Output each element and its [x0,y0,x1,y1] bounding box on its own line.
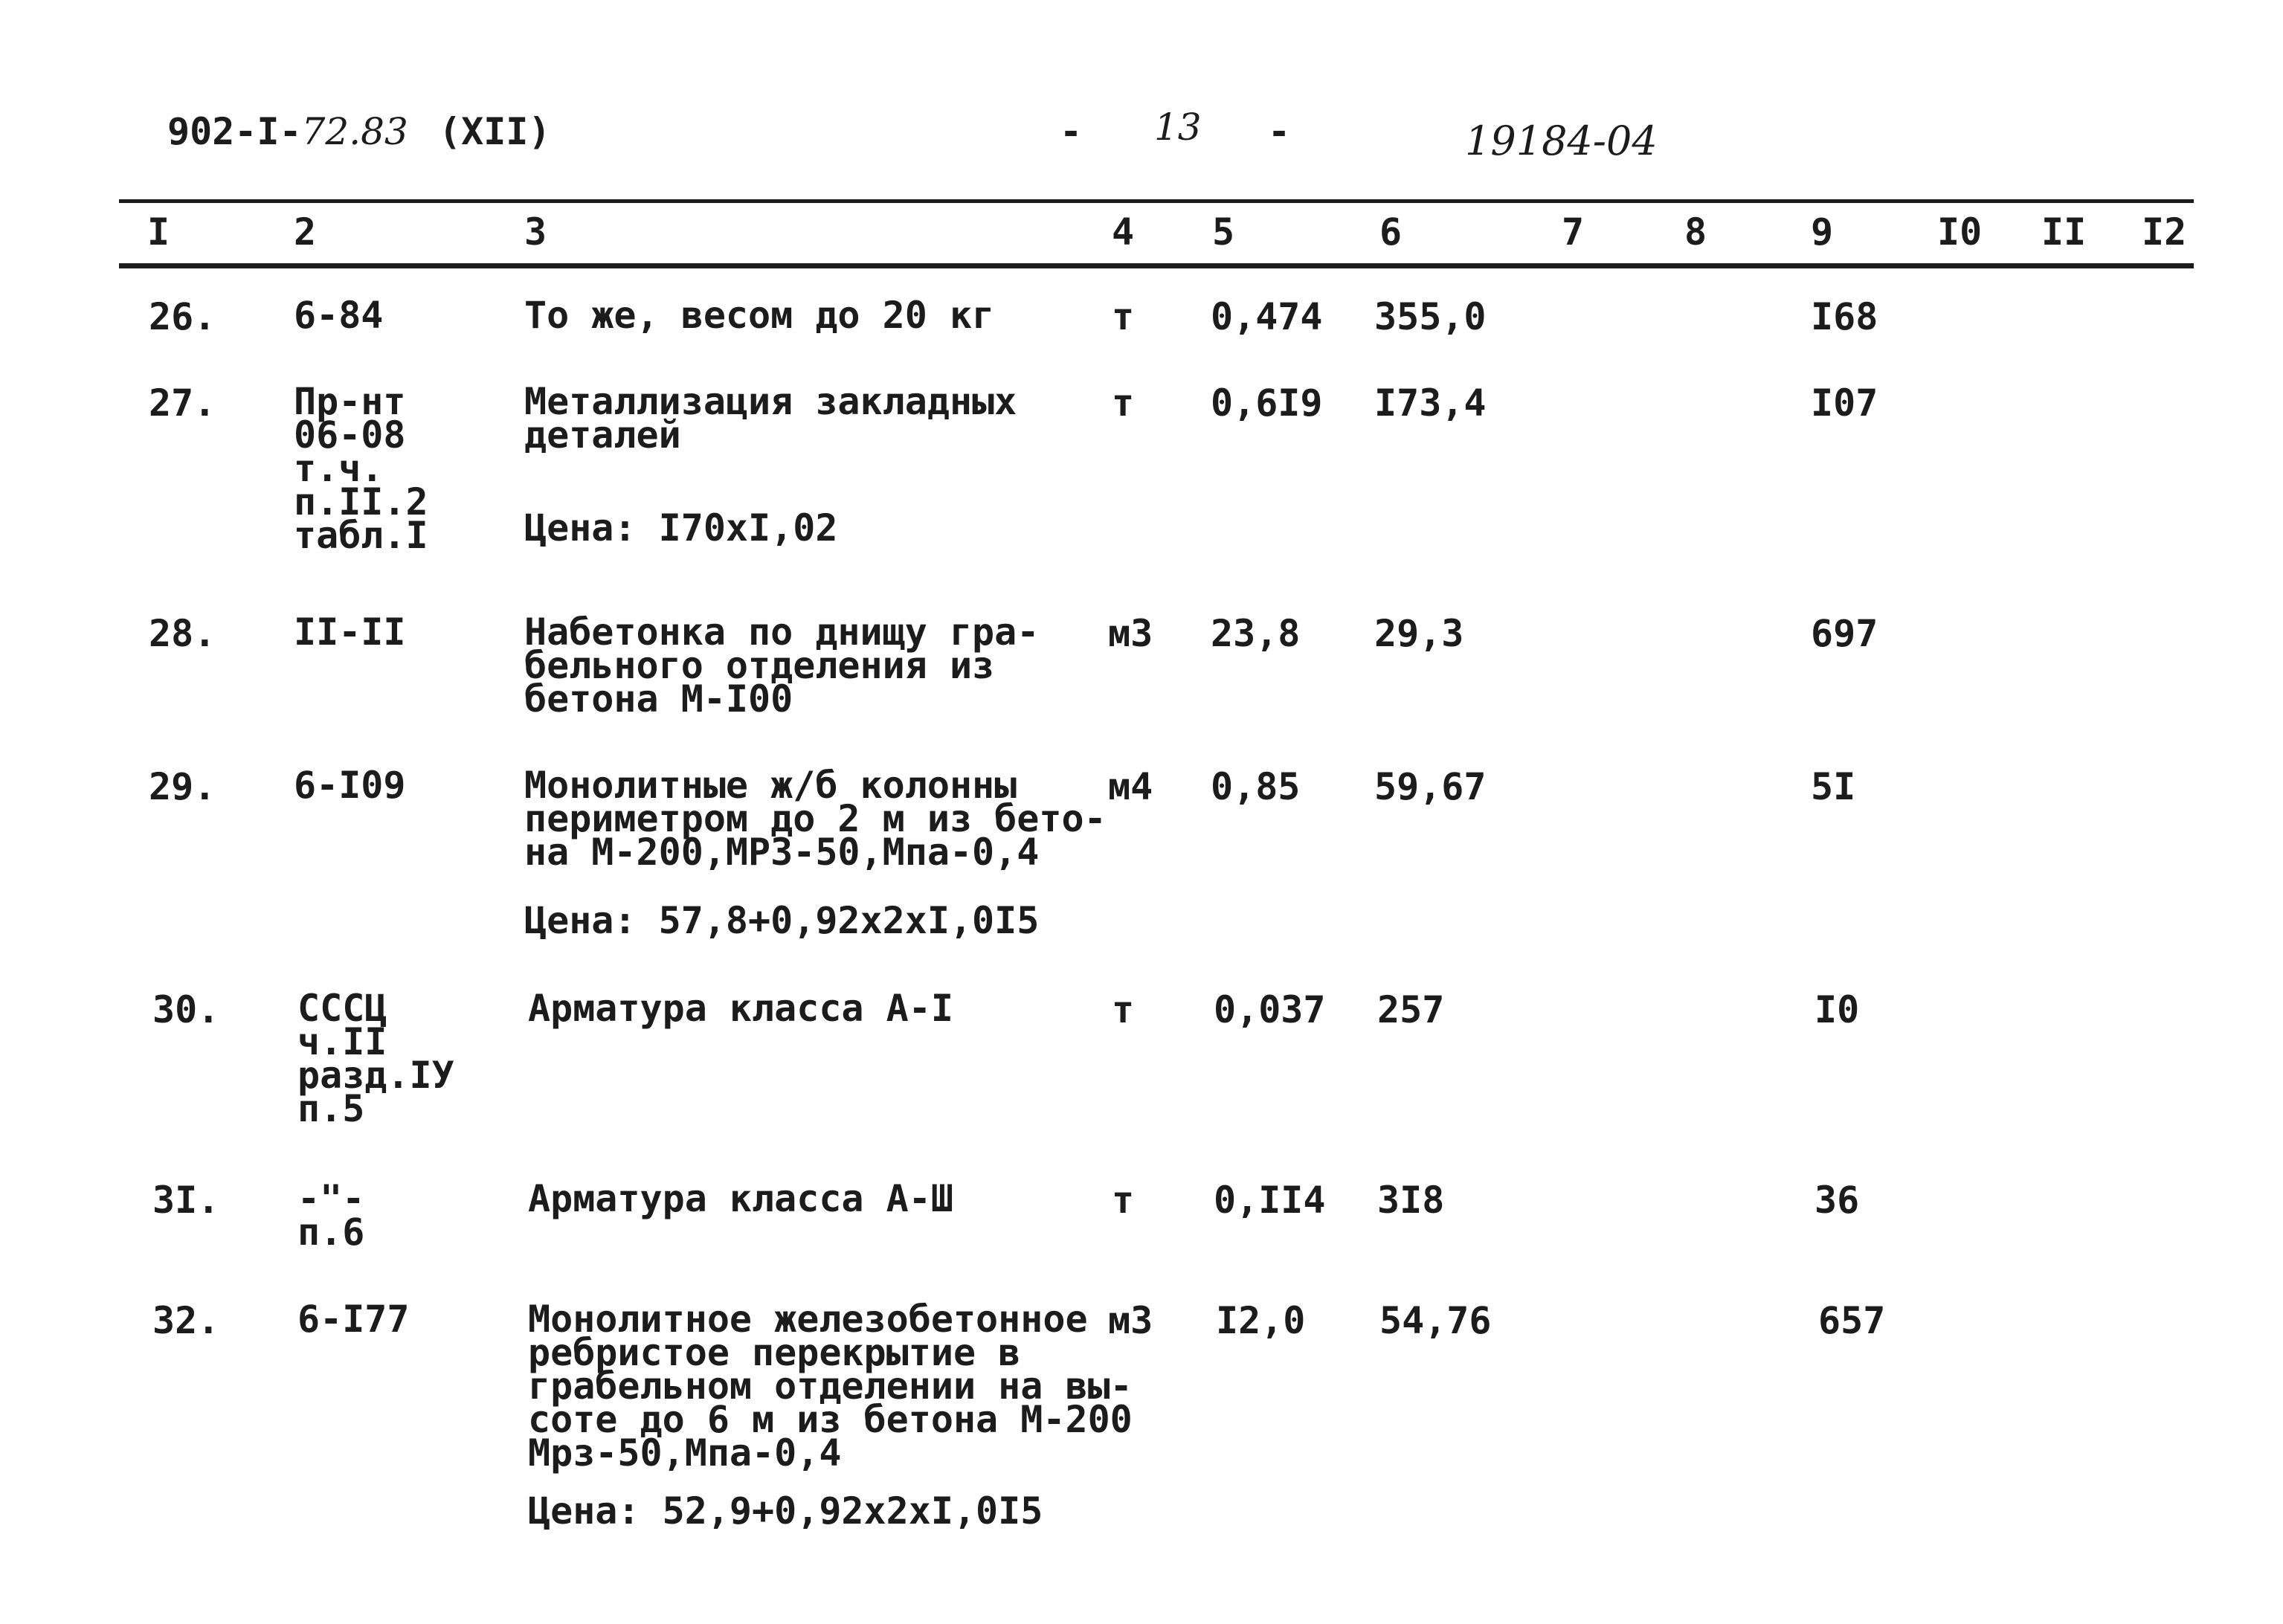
page-dash-right: - [1268,110,1291,153]
unit-price: 257 [1377,988,1445,1031]
table-header-rule [119,263,2194,268]
work-description: Металлизация закладных деталей [524,380,1017,457]
row-number: 26. [149,295,216,338]
row-number: 29. [149,765,216,808]
column-header: 4 [1112,210,1135,254]
column-header: I2 [2142,210,2187,254]
doc-section: (XII) [439,110,551,153]
unit: м3 [1108,612,1153,655]
unit-price: 3I8 [1377,1179,1445,1222]
doc-code-handwritten: 72.83 [301,110,408,153]
row-number: 30. [152,988,220,1031]
row-number: 27. [149,381,216,425]
total-cost: I0 [1815,988,1860,1031]
quantity: I2,0 [1216,1299,1306,1342]
quantity: 0,II4 [1214,1179,1326,1222]
column-header: 8 [1684,210,1707,254]
row-number: 3I. [152,1179,220,1222]
column-header: 2 [294,210,317,254]
norm-code: 6-I77 [297,1298,410,1341]
unit-price: 355,0 [1374,295,1487,338]
total-cost: I07 [1811,381,1878,425]
unit-price: I73,4 [1374,381,1487,425]
row-number: 32. [152,1299,220,1342]
doc-code-typed: 902-I- [167,110,302,153]
work-description: Монолитное железобетонное ребристое перекрытие в грабельном отделении на вы- соте до 6 м из бетона М-200 Мрз-50,Мпа-0,4 [528,1298,1133,1475]
unit-price: 54,76 [1379,1299,1492,1342]
unit: т [1112,295,1135,338]
column-header: I [147,210,170,254]
unit-price: 59,67 [1374,765,1487,808]
norm-code: Пр-нт 06-08 т.ч. п.II.2 табл.I [294,380,428,557]
work-description: Набетонка по днищу гра- бельного отделения из бетона М-I00 [524,610,1040,721]
norm-code: 6-I09 [294,764,406,807]
norm-code: 6-84 [294,294,384,337]
total-cost: 36 [1815,1179,1860,1222]
norm-code: II-II [294,610,406,654]
price-formula: Цена: 52,9+0,92x2xI,0I5 [528,1489,1043,1533]
column-header: 5 [1212,210,1235,254]
work-description: Арматура класса А-I [528,987,953,1030]
price-formula: Цена: I70xI,02 [524,506,838,550]
row-number: 28. [149,612,216,655]
quantity: 0,6I9 [1211,381,1323,425]
total-cost: 697 [1811,612,1878,655]
column-header: 7 [1562,210,1585,254]
column-header: 3 [524,210,547,254]
work-description: Арматура класса А-Ш [528,1177,953,1220]
doc-code [167,110,408,153]
total-cost: 657 [1818,1299,1886,1342]
quantity: 0,474 [1211,295,1323,338]
column-header: I0 [1937,210,1983,254]
norm-code: СССЦ ч.II разд.IУ п.5 [297,987,454,1130]
unit: т [1112,988,1135,1031]
work-description: То же, весом до 20 кг [524,294,995,337]
archive-number: 19184-04 [1465,117,1658,164]
page-dash-left: - [1060,110,1083,153]
table-top-rule [119,199,2194,203]
quantity: 0,85 [1211,765,1301,808]
unit: м4 [1108,765,1153,808]
unit: т [1112,381,1135,425]
quantity: 23,8 [1211,612,1301,655]
total-cost: I68 [1811,295,1878,338]
quantity: 0,037 [1214,988,1326,1031]
norm-code: -"- п.6 [297,1177,365,1254]
page-number: 13 [1154,106,1202,149]
column-header: 6 [1379,210,1403,254]
unit: т [1112,1179,1135,1222]
total-cost: 5I [1811,765,1856,808]
work-description: Монолитные ж/б колонны периметром до 2 м из бето- на М-200,МРЗ-50,Мпа-0,4 [524,764,1107,874]
unit-price: 29,3 [1374,612,1464,655]
price-formula: Цена: 57,8+0,92x2xI,0I5 [524,899,1040,942]
unit: м3 [1108,1299,1153,1342]
column-header: II [2041,210,2087,254]
column-header: 9 [1811,210,1834,254]
